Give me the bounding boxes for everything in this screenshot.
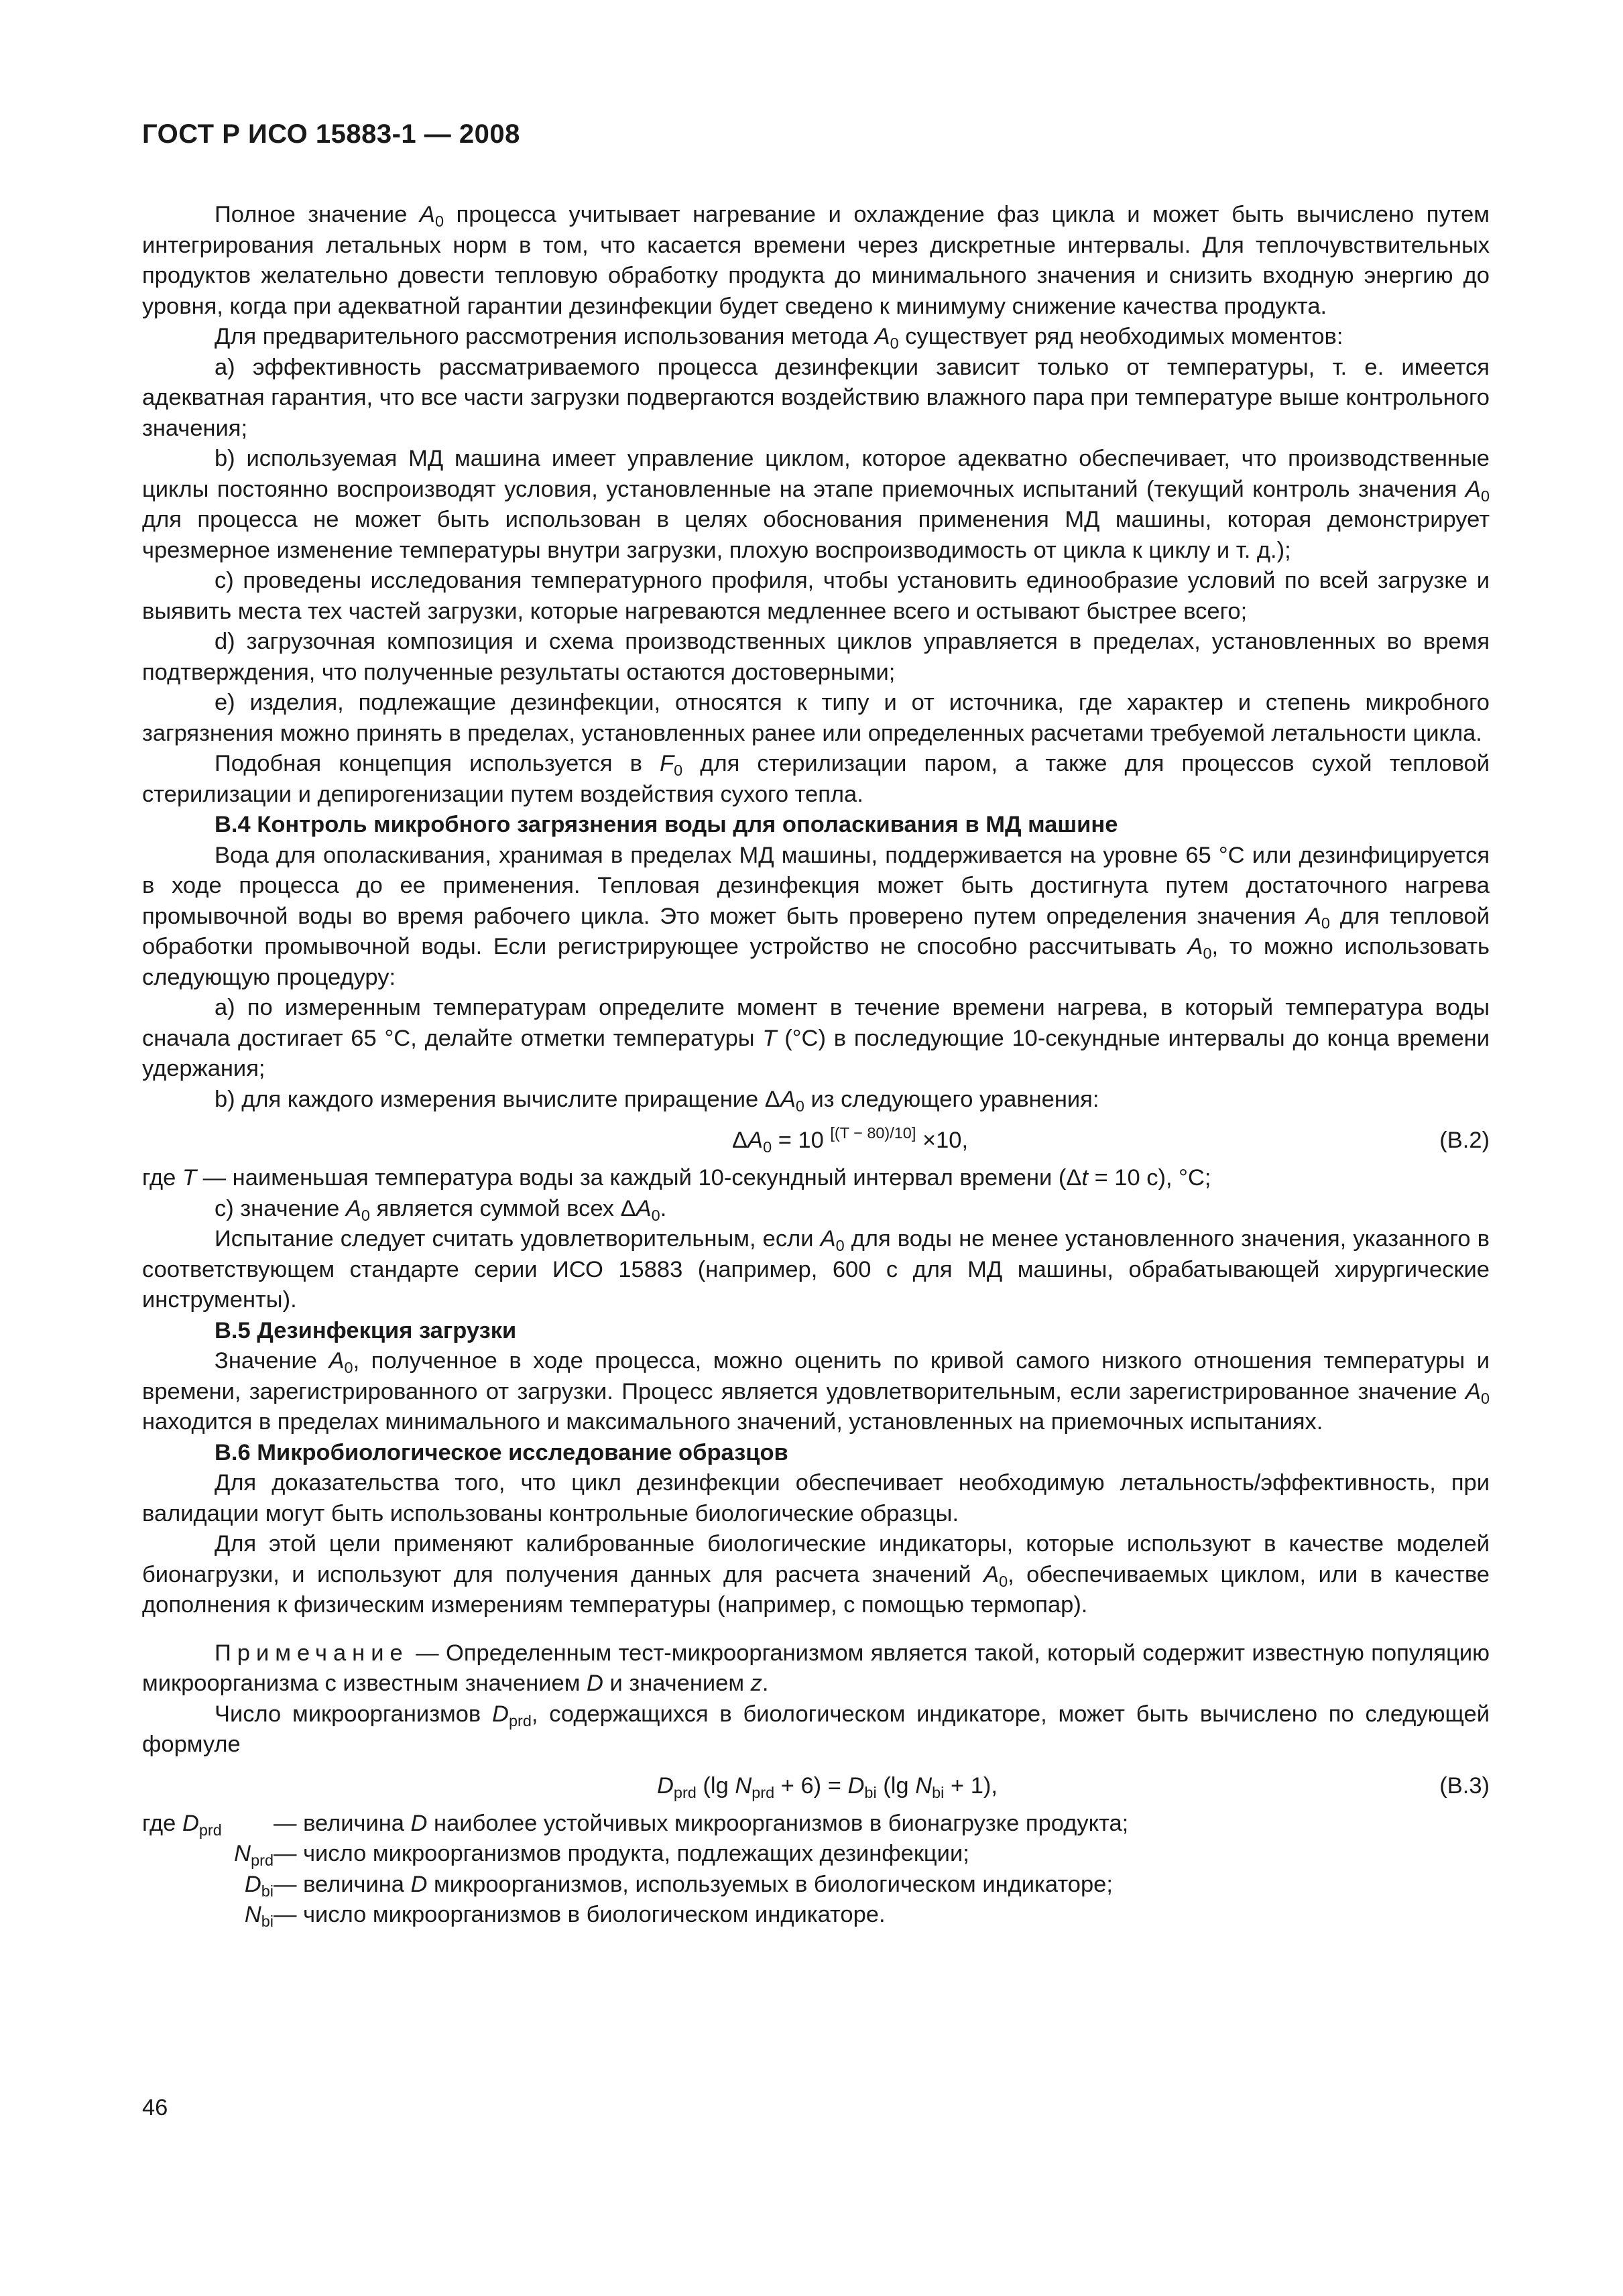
formula-number: (В.2) [1439,1128,1490,1153]
list-item: d) загрузочная композиция и схема производственных циклов управляется в пределах, установленных во время подтверждения, что полученные результаты остаются достоверными; [142,629,1490,685]
paragraph: Испытание следует считать удовлетворительным, если $A_0$ для воды не менее установленного значения, указанного в соответствующем стандарте серии ИСО 15883 (например, 600 с для МД машины, обрабатывающей хирургические инструменты). [142,1226,1490,1313]
paragraph: Вода для ополаскивания, хранимая в пределах МД машины, поддерживается на уровне 65 °С или дезинфицируется в ходе процесса до ее применения. Тепловая дезинфекция может быть достигнута путем достаточного нагрева промывочной воды во время рабочего цикла. Это может быть проверено путем определения значения $A_0$ для тепловой обработки промывочной воды. Если регистрирующее устройство не способно рассчитывать $A_0$, то можно использовать следующую процедуру: [142,842,1490,990]
paragraph: Подобная концепция используется в $F_0$ для стерилизации паром, а также для процессов сухой тепловой стерилизации и депирогенизации путем воздействия сухого тепла. [142,751,1490,807]
definition-row: где $D_{prd}$ — величина D наиболее устойчивых микроорганизмов в бионагрузке продукта; [142,1810,1129,1839]
section-heading-b5: В.5 Дезинфекция загрузки [215,1317,517,1343]
list-item: b) используемая МД машина имеет управление циклом, которое адекватно обеспечивает, что производственные циклы постоянно воспроизводят условия, установленные на этапе приемочных испытаний (текущий контроль значения $A_0$ для процесса не может быть использован в целях обоснования применения МД машины, которая демонстрирует чрезмерное изменение температуры внутри загрузки, плохую воспроизводимость от цикла к циклу и т. д.); [142,446,1490,563]
paragraph: Полное значение $A_0$ процесса учитывает нагревание и охлаждение фаз цикла и может быть вычислено путем интегрирования летальных норм в том, что касается времени через дискретные интервалы. Для теплочувствительных продуктов желательно довести тепловую обработку продукта до минимального значения и снизить входную энергию до уровня, когда при адекватной гарантии дезинфекции будет сведено к минимуму снижение качества продукта. [142,202,1490,319]
note: Примечание — Определенным тест-микроорганизмом является такой, который содержит известную популяцию микроорганизма с известным значением D и значением z. [142,1640,1490,1696]
definition-row: $D_{bi}$ — величина D микроорганизмов, используемых в биологическом индикаторе; [244,1871,1113,1900]
section-heading-b6: В.6 Микробиологическое исследование образцов [215,1439,788,1465]
formula-expression: $D_{prd}$ (lg $N_{prd} + 6) = D_{bi}$ (lg $N_{bi} + 1$), [657,1772,998,1801]
formula-expression: $\Delta A_0 = 10$ [(T − 80)/10] ×10, [732,1124,969,1156]
section-heading-b4: В.4 Контроль микробного загрязнения воды для ополаскивания в МД машине [215,812,1118,837]
paragraph: Для доказательства того, что цикл дезинфекции обеспечивает необходимую летальность/эффективность, при валидации могут быть использованы контрольные биологические образцы. [142,1470,1490,1526]
list-item: c) значение $A_0$ является суммой всех $\Delta A_0$. [215,1195,667,1224]
paragraph: Для предварительного рассмотрения использования метода $A_0$ существует ряд необходимых моментов: [215,324,1343,352]
document-body [142,200,1490,1931]
formula-b3 [142,1766,1490,1806]
list-item: b) для каждого измерения вычислите приращение $\Delta A_0$ из следующего уравнения: [215,1086,1099,1115]
page-number: 46 [142,2095,168,2120]
paragraph: Для этой цели применяют калиброванные биологические индикаторы, которые используют в качестве моделей бионагрузки, и используют для получения данных для расчета значений $A_0$, обеспечиваемых циклом, или в качестве дополнения к физическим измерениям температуры (например, с помощью термопар). [142,1531,1490,1618]
paragraph: Число микроорганизмов $D_{prd}$, содержащихся в биологическом индикаторе, может быть вычислено по следующей формуле [142,1701,1490,1757]
list-item: e) изделия, подлежащие дезинфекции, относятся к типу и от источника, где характер и степень микробного загрязнения можно принять в пределах, установленных ранее или определенных расчетами требуемой летальности цикла. [142,690,1490,746]
formula-explanation: где T — наименьшая температура воды за каждый 10-секундный интервал времени (Δt = 10 с), °С; [142,1165,1211,1191]
list-item: c) проведены исследования температурного профиля, чтобы установить единообразие условий по всей загрузке и выявить места тех частей загрузки, которые нагреваются медленнее всего и остывают быстрее всего; [142,568,1490,624]
definition-row: $N_{prd}$ — число микроорганизмов продукта, подлежащих дезинфекции; [234,1841,969,1869]
definition-row: $N_{bi}$ — число микроорганизмов в биологическом индикаторе. [244,1902,886,1930]
list-item: a) по измеренным температурам определите момент в течение времени нагрева, в который температура воды сначала достигает 65 °С, делайте отметки температуры T (°С) в последующие 10-секундные интервалы до конца времени удержания; [142,995,1490,1081]
paragraph: Значение $A_0$, полученное в ходе процесса, можно оценить по кривой самого низкого отношения температуры и времени, зарегистрированного от загрузки. Процесс является удовлетворительным, если зарегистрированное значение $A_0$ находится в пределах минимального и максимального значений, установленных на приемочных испытаниях. [142,1348,1490,1435]
formula-definitions [142,1809,1490,1931]
document-header: ГОСТ Р ИСО 15883-1 — 2008 [142,119,520,149]
formula-b2 [142,1120,1490,1160]
note-label: Примечание [215,1640,409,1666]
formula-number: (В.3) [1439,1772,1490,1799]
list-item: a) эффективность рассматриваемого процесса дезинфекции зависит только от температуры, т. е. имеется адекватная гарантия, что все части загрузки подвергаются воздействию влажного пара при температуре выше контрольного значения; [142,354,1490,441]
